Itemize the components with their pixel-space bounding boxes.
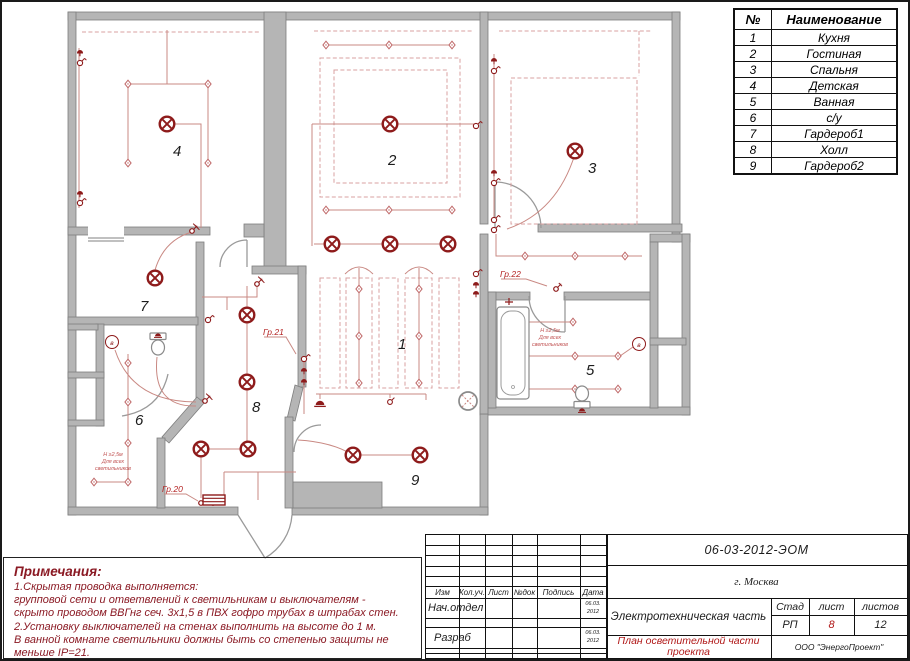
bell-icon xyxy=(314,401,326,407)
sockets xyxy=(77,50,500,385)
distribution-panel xyxy=(203,495,225,505)
svg-text:светильников: светильников xyxy=(94,466,132,472)
height-note-wc xyxy=(95,452,131,472)
section-title: Электротехническая часть xyxy=(610,610,767,623)
sheets-label: листов xyxy=(862,600,899,613)
room-label-hall: 8 xyxy=(252,399,261,416)
table-row: 3 Спальня xyxy=(734,62,897,78)
city: г. Москва xyxy=(734,575,779,588)
col-izm: Изм xyxy=(435,587,450,597)
svg-text:светильников: светильников xyxy=(531,342,569,348)
door-room9 xyxy=(294,425,321,452)
fan-letter-bath: в xyxy=(637,342,641,349)
table-row: 1 Кухня xyxy=(734,30,897,46)
notes-line: 2.Установку выключателей на стенах выполнить на высоте до 1 м. xyxy=(14,620,377,633)
sheet-number: 8 xyxy=(828,619,835,631)
notes-line: скрыто проводом ВВГнг сеч. 3х1,5 в ПВХ гофро трубах в штрабах стен. xyxy=(14,607,399,620)
ceiling-light-icon xyxy=(441,237,456,252)
notes-line: групповой сети и ответвлений к светильникам и выключателям - xyxy=(14,594,366,607)
notes-line: 1.Скрытая проводка выполняется: xyxy=(14,581,199,593)
room-label-wardrobe2: 9 xyxy=(411,472,420,489)
svg-text:Н ≥2,5м: Н ≥2,5м xyxy=(540,328,560,334)
room-label-living: 2 xyxy=(388,152,397,169)
notes-line: меньше IP=21. xyxy=(14,647,90,660)
switch-icon xyxy=(554,283,562,291)
ceiling-light-icon xyxy=(241,442,256,457)
room-legend-table xyxy=(733,8,898,175)
table-row: 8 Холл xyxy=(734,142,897,158)
ceiling-light-icon xyxy=(383,117,398,132)
door-room4 xyxy=(220,240,247,267)
group-label-20: Гр.20 xyxy=(162,484,183,494)
date-2b: 2012 xyxy=(586,637,600,644)
table-row: 6 с/у xyxy=(734,110,897,126)
svg-text:Для всех: Для всех xyxy=(101,459,125,465)
sheet-label: лист xyxy=(818,600,845,613)
ceiling-light-icon xyxy=(325,237,340,252)
ceiling-light-icon xyxy=(148,271,163,286)
col-ndok: №док xyxy=(513,587,536,597)
ceiling-light-icon xyxy=(413,448,428,463)
door-wc xyxy=(122,374,168,416)
room-label-kids: 4 xyxy=(173,143,182,160)
svg-text:Для всех: Для всех xyxy=(538,335,562,341)
room-label-kitchen: 1 xyxy=(398,336,407,353)
row-razrab: Разраб xyxy=(434,631,471,644)
notes-title: Примечания: xyxy=(14,564,102,579)
ceiling-light-icon xyxy=(568,144,583,159)
ceiling-light-icon xyxy=(160,117,175,132)
date-2a: 06.03. xyxy=(585,629,601,636)
door-entrance xyxy=(238,515,292,558)
table-row: 5 Ванная xyxy=(734,94,897,110)
ceiling-light-icon xyxy=(346,448,361,463)
room-label-wc: 6 xyxy=(135,412,144,429)
ceiling-light-icon xyxy=(240,375,255,390)
group-label-22: Гр.22 xyxy=(500,269,521,279)
wiring xyxy=(79,30,642,501)
company-name: ООО "ЭнергоПроект" xyxy=(794,641,884,652)
col-koluch: Кол.уч. xyxy=(458,587,486,597)
ceiling-light-icon xyxy=(383,237,398,252)
door-bathroom xyxy=(529,296,565,332)
legend-col-no: № xyxy=(734,9,772,30)
doc-number: 06-03-2012-ЭОМ xyxy=(704,543,809,557)
room-label-bath: 5 xyxy=(586,362,595,379)
room-label-bedroom: 3 xyxy=(588,160,597,177)
room-label-wardrobe1: 7 xyxy=(140,298,149,315)
pocket-door xyxy=(88,226,124,236)
bell-button-icon xyxy=(388,398,395,405)
stage-label: Стад xyxy=(776,600,804,613)
notes-line: В ванной комнате светильники должны быть со степенью защиты не xyxy=(14,633,389,646)
notes-block xyxy=(3,557,422,659)
spotlights xyxy=(91,41,628,486)
title-block xyxy=(425,534,908,659)
drawing-subtitle: План осветительной части проекта xyxy=(617,634,760,658)
date-1b: 2012 xyxy=(586,608,600,615)
sheets-total: 12 xyxy=(874,619,887,631)
svg-text:Н ≥2,5м: Н ≥2,5м xyxy=(103,452,123,458)
switch-icon xyxy=(255,277,265,287)
height-note-bath xyxy=(532,328,568,348)
table-row: 2 Гостиная xyxy=(734,46,897,62)
junction-box xyxy=(459,392,477,410)
stage-value: РП xyxy=(782,619,798,631)
group-label-21: Гр.21 xyxy=(263,327,284,337)
ceiling-light-icon xyxy=(194,442,209,457)
col-list: Лист xyxy=(488,587,509,597)
bathtub xyxy=(497,307,529,399)
table-row: 9 Гардероб2 xyxy=(734,158,897,175)
row-nach-otdel: Нач.отдел xyxy=(428,602,484,614)
legend-col-name: Наименование xyxy=(772,9,898,30)
table-row: 7 Гардероб1 xyxy=(734,126,897,142)
date-1a: 06.03. xyxy=(585,600,601,607)
toilet-bath xyxy=(574,386,590,408)
ceiling-light-icon xyxy=(240,308,255,323)
legend-header-row xyxy=(734,9,897,30)
table-row: 4 Детская xyxy=(734,78,897,94)
col-data: Дата xyxy=(582,587,604,597)
door-room3 xyxy=(495,182,541,228)
fan-letter-wc: в xyxy=(110,340,114,347)
walls xyxy=(68,12,690,515)
col-podpis: Подпись xyxy=(542,587,575,597)
